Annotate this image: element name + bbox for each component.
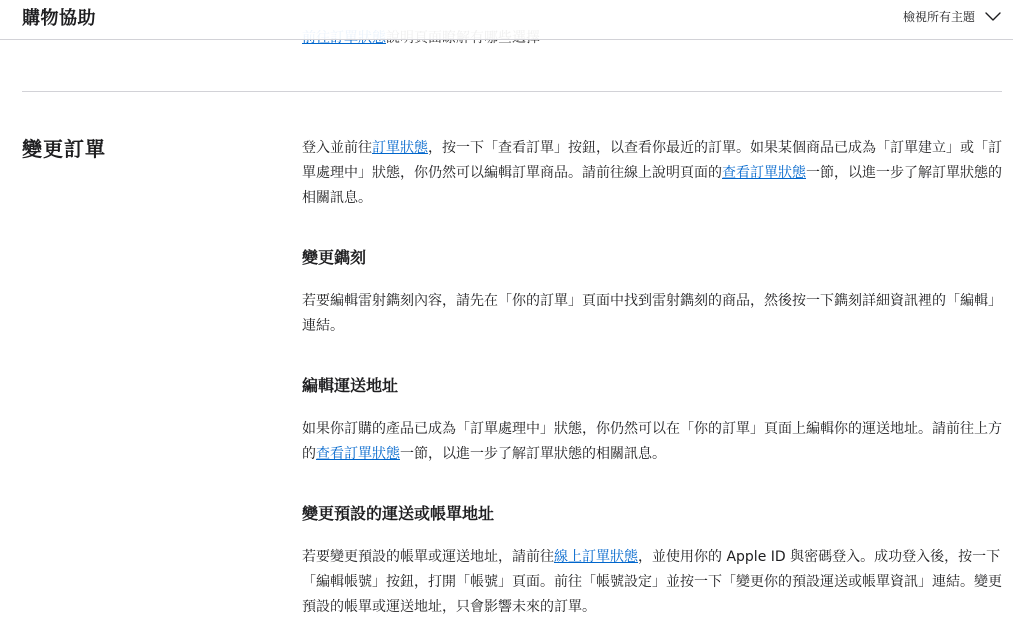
- view-order-status-link[interactable]: 查看訂單狀態: [722, 165, 806, 181]
- default-address-paragraph: [302, 545, 1002, 620]
- engraving-heading: 變更鐫刻: [302, 248, 367, 267]
- intro-text-2: ，按一下「查看訂單」按鈕，以查看你最近的訂單。如果某個商品已成為「訂單建立」或「訂單處理中」狀態，你仍然可以編輯訂單商品。請前往線上說明頁面的: [302, 140, 1002, 181]
- intro-paragraph: [302, 136, 1002, 211]
- order-status-link[interactable]: 訂單狀態: [372, 140, 428, 156]
- online-order-status-link[interactable]: 線上訂單狀態: [554, 549, 638, 565]
- default-address-heading: 變更預設的運送或帳單地址: [302, 504, 495, 523]
- intro-text-1: 登入並前往: [302, 140, 372, 156]
- section-content: [302, 136, 1002, 620]
- shipping-heading: 編輯運送地址: [302, 376, 399, 395]
- default-address-text-1: 若要變更預設的帳單或運送地址，請前往: [302, 549, 554, 565]
- view-all-topics-label: 檢視所有主題: [902, 10, 975, 24]
- shipping-text-1: 如果你訂購的產品已成為「訂單處理中」狀態，你仍然可以在「你的訂單」頁面上編輯你的運送地址。請前往上方的: [302, 421, 1002, 462]
- engraving-paragraph: 若要編輯雷射鐫刻內容，請先在「你的訂單」頁面中找到雷射鐫刻的商品，然後按一下鐫刻詳細資訊裡的「編輯」連結。: [302, 293, 1002, 334]
- default-address-text-2: ，並使用你的 Apple ID 與密碼登入。成功登入後，按一下「編輯帳號」按鈕，打開「帳號」頁面。前往「帳號設定」並按一下「變更你的預設運送或帳單資訊」連結。變更預設的帳單或運送地址，只會影響未來的訂單。: [302, 549, 1002, 615]
- shipping-text-2: 一節，以進一步了解訂單狀態的相關訊息。: [400, 446, 666, 462]
- section-divider: [22, 91, 1002, 92]
- shipping-paragraph: [302, 417, 1002, 467]
- view-all-topics-button[interactable]: [903, 8, 1001, 25]
- section-title: 變更訂單: [22, 137, 106, 161]
- shipping-view-order-status-link[interactable]: 查看訂單狀態: [316, 446, 400, 462]
- intro-text-3: 一節，以進一步了解訂單狀態的相關訊息。: [302, 165, 1002, 206]
- top-nav-bar: [0, 0, 1013, 40]
- nav-title: 購物協助: [22, 8, 96, 29]
- chevron-down-icon: [985, 12, 1001, 22]
